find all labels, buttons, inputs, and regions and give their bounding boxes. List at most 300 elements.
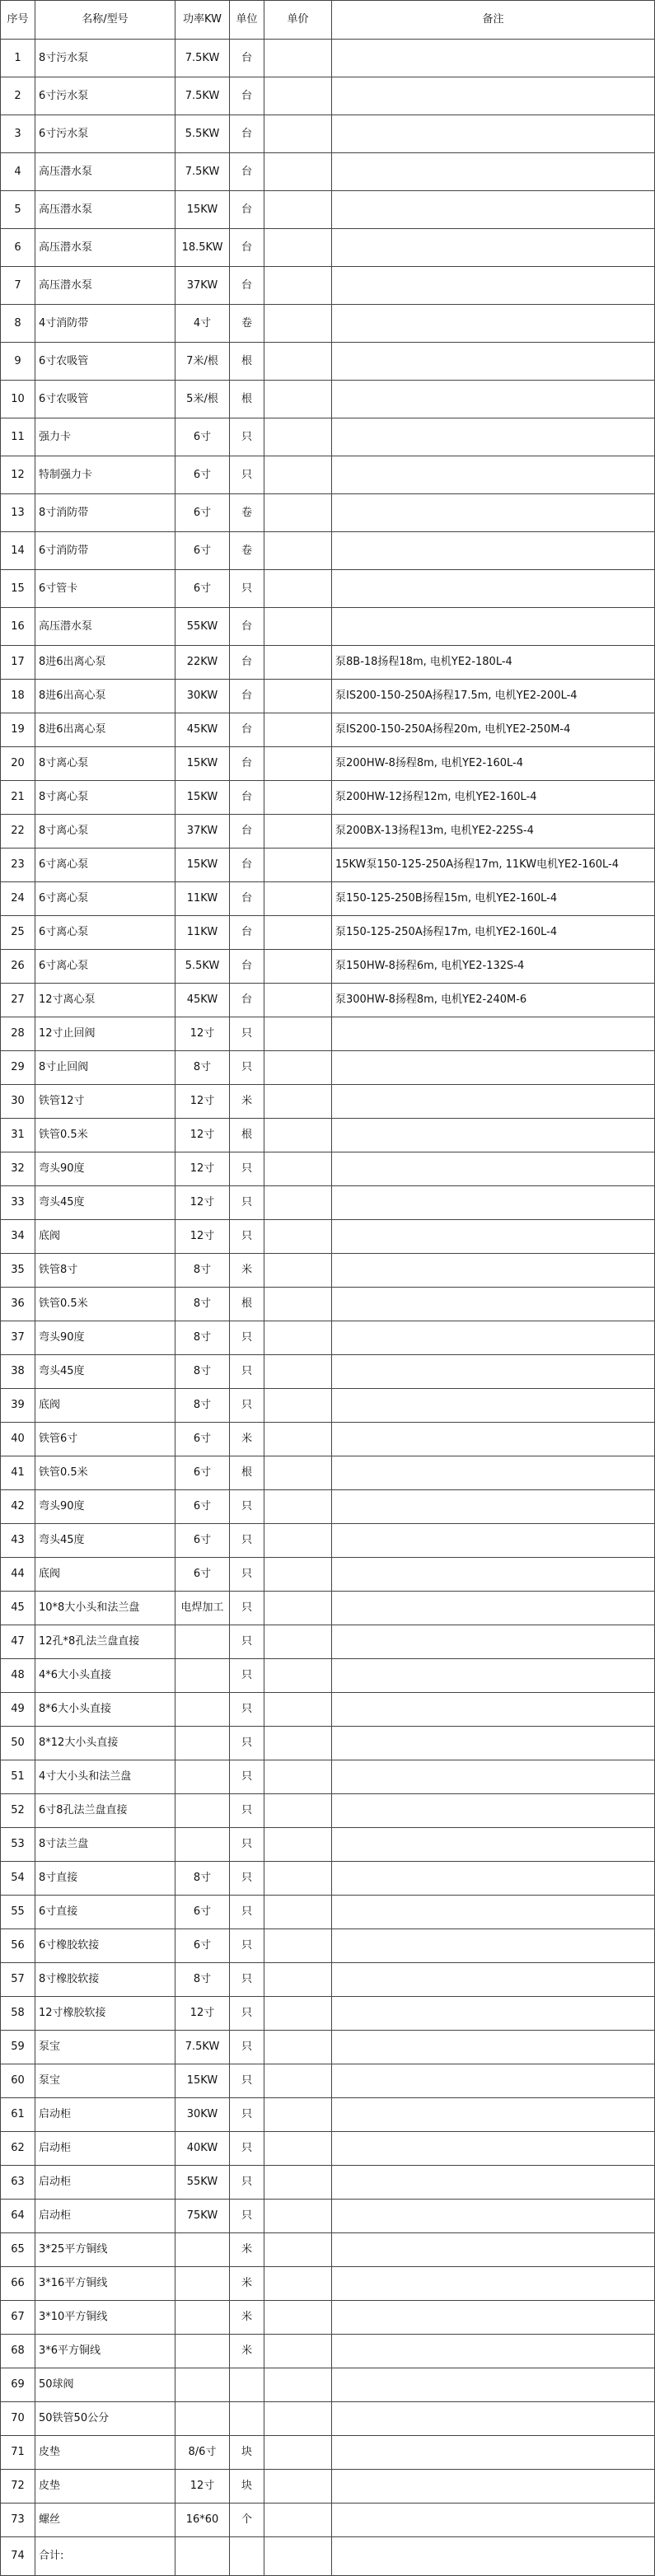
cell-no[interactable]: 15: [1, 570, 35, 608]
cell-price[interactable]: [264, 2368, 332, 2402]
cell-name[interactable]: 特制强力卡: [35, 456, 175, 494]
cell-name[interactable]: 6寸农吸管: [35, 343, 175, 381]
cell-name[interactable]: 6寸8孔法兰盘直接: [35, 1794, 175, 1828]
cell-price[interactable]: [264, 2335, 332, 2368]
cell-no[interactable]: 47: [1, 1625, 35, 1659]
cell-unit[interactable]: 台: [230, 849, 264, 882]
cell-unit[interactable]: 卷: [230, 532, 264, 570]
cell-power[interactable]: 7.5KW: [175, 40, 230, 77]
cell-unit[interactable]: 台: [230, 77, 264, 115]
cell-price[interactable]: [264, 191, 332, 229]
cell-note[interactable]: [332, 229, 655, 267]
cell-power[interactable]: 6寸: [175, 1558, 230, 1592]
cell-note[interactable]: [332, 1659, 655, 1693]
cell-name[interactable]: 6寸污水泵: [35, 115, 175, 153]
cell-name[interactable]: 底阀: [35, 1220, 175, 1254]
cell-price[interactable]: [264, 418, 332, 456]
cell-unit[interactable]: 块: [230, 2436, 264, 2470]
cell-power[interactable]: 30KW: [175, 680, 230, 713]
cell-price[interactable]: [264, 2267, 332, 2301]
cell-unit[interactable]: 台: [230, 747, 264, 781]
cell-note[interactable]: [332, 1220, 655, 1254]
cell-no[interactable]: 73: [1, 2504, 35, 2537]
cell-name[interactable]: 弯头45度: [35, 1355, 175, 1389]
cell-note[interactable]: [332, 2132, 655, 2166]
cell-unit[interactable]: 台: [230, 267, 264, 305]
cell-price[interactable]: [264, 1659, 332, 1693]
cell-name[interactable]: 6寸橡胶软接: [35, 1929, 175, 1963]
cell-price[interactable]: [264, 1389, 332, 1423]
cell-power[interactable]: 7米/根: [175, 343, 230, 381]
cell-name[interactable]: 底阀: [35, 1389, 175, 1423]
cell-name[interactable]: 6寸离心泵: [35, 916, 175, 950]
cell-power[interactable]: 6寸: [175, 1929, 230, 1963]
cell-power[interactable]: 4寸: [175, 305, 230, 343]
cell-unit[interactable]: 只: [230, 1220, 264, 1254]
cell-price[interactable]: [264, 1896, 332, 1929]
cell-unit[interactable]: 只: [230, 1625, 264, 1659]
cell-price[interactable]: [264, 1456, 332, 1490]
cell-power[interactable]: 55KW: [175, 2166, 230, 2200]
cell-unit[interactable]: 台: [230, 950, 264, 984]
cell-power[interactable]: 11KW: [175, 916, 230, 950]
cell-note[interactable]: [332, 115, 655, 153]
cell-unit[interactable]: 只: [230, 1828, 264, 1862]
cell-no[interactable]: 44: [1, 1558, 35, 1592]
cell-price[interactable]: [264, 1828, 332, 1862]
cell-note[interactable]: [332, 1592, 655, 1625]
cell-power[interactable]: 6寸: [175, 494, 230, 532]
cell-price[interactable]: [264, 680, 332, 713]
cell-power[interactable]: 6寸: [175, 1896, 230, 1929]
cell-unit[interactable]: 只: [230, 1794, 264, 1828]
cell-name[interactable]: 铁管8寸: [35, 1254, 175, 1288]
cell-note[interactable]: 泵200BX-13扬程13m, 电机YE2-225S-4: [332, 815, 655, 849]
cell-unit[interactable]: 根: [230, 343, 264, 381]
cell-power[interactable]: 8寸: [175, 1321, 230, 1355]
cell-name[interactable]: 6寸离心泵: [35, 882, 175, 916]
cell-no[interactable]: 20: [1, 747, 35, 781]
cell-power[interactable]: 6寸: [175, 418, 230, 456]
cell-no[interactable]: 3: [1, 115, 35, 153]
cell-power[interactable]: 12寸: [175, 1997, 230, 2031]
cell-note[interactable]: [332, 1321, 655, 1355]
cell-no[interactable]: 63: [1, 2166, 35, 2200]
cell-unit[interactable]: 块: [230, 2470, 264, 2504]
cell-note[interactable]: [332, 305, 655, 343]
cell-unit[interactable]: 只: [230, 2031, 264, 2064]
cell-no[interactable]: 38: [1, 1355, 35, 1389]
cell-price[interactable]: [264, 1794, 332, 1828]
cell-no[interactable]: 66: [1, 2267, 35, 2301]
cell-name[interactable]: 6寸离心泵: [35, 849, 175, 882]
cell-note[interactable]: [332, 1828, 655, 1862]
cell-unit[interactable]: 台: [230, 153, 264, 191]
cell-power[interactable]: 12寸: [175, 1085, 230, 1119]
cell-name[interactable]: 8寸离心泵: [35, 781, 175, 815]
cell-price[interactable]: [264, 1119, 332, 1152]
cell-note[interactable]: [332, 2098, 655, 2132]
cell-name[interactable]: 6寸离心泵: [35, 950, 175, 984]
cell-price[interactable]: [264, 1862, 332, 1896]
cell-power[interactable]: 6寸: [175, 570, 230, 608]
cell-unit[interactable]: 只: [230, 1963, 264, 1997]
cell-price[interactable]: [264, 608, 332, 646]
cell-price[interactable]: [264, 2233, 332, 2267]
cell-no[interactable]: 54: [1, 1862, 35, 1896]
cell-no[interactable]: 49: [1, 1693, 35, 1727]
cell-unit[interactable]: 只: [230, 1997, 264, 2031]
cell-unit[interactable]: 只: [230, 1727, 264, 1760]
cell-no[interactable]: 43: [1, 1524, 35, 1558]
cell-note[interactable]: 泵150-125-250B扬程15m, 电机YE2-160L-4: [332, 882, 655, 916]
cell-price[interactable]: [264, 950, 332, 984]
cell-note[interactable]: [332, 1862, 655, 1896]
cell-name[interactable]: 强力卡: [35, 418, 175, 456]
cell-power[interactable]: 6寸: [175, 532, 230, 570]
cell-note[interactable]: [332, 2200, 655, 2233]
cell-name[interactable]: 8寸止回阀: [35, 1051, 175, 1085]
cell-power[interactable]: 22KW: [175, 646, 230, 680]
cell-no[interactable]: 19: [1, 713, 35, 747]
cell-name[interactable]: 6寸直接: [35, 1896, 175, 1929]
cell-note[interactable]: 泵150-125-250A扬程17m, 电机YE2-160L-4: [332, 916, 655, 950]
cell-price[interactable]: [264, 2166, 332, 2200]
cell-note[interactable]: [332, 1389, 655, 1423]
cell-no[interactable]: 14: [1, 532, 35, 570]
cell-power[interactable]: 5.5KW: [175, 115, 230, 153]
cell-unit[interactable]: 台: [230, 646, 264, 680]
cell-unit[interactable]: 只: [230, 1929, 264, 1963]
cell-unit[interactable]: 只: [230, 1659, 264, 1693]
cell-unit[interactable]: 台: [230, 229, 264, 267]
cell-note[interactable]: [332, 494, 655, 532]
cell-power[interactable]: 8寸: [175, 1254, 230, 1288]
cell-note[interactable]: [332, 1017, 655, 1051]
header-power[interactable]: 功率KW: [175, 1, 230, 40]
cell-no[interactable]: 62: [1, 2132, 35, 2166]
cell-power[interactable]: [175, 1625, 230, 1659]
cell-price[interactable]: [264, 1490, 332, 1524]
cell-price[interactable]: [264, 305, 332, 343]
cell-no[interactable]: 11: [1, 418, 35, 456]
cell-power[interactable]: 15KW: [175, 2064, 230, 2098]
cell-power[interactable]: 37KW: [175, 267, 230, 305]
cell-no[interactable]: 35: [1, 1254, 35, 1288]
cell-no[interactable]: 17: [1, 646, 35, 680]
cell-power[interactable]: 6寸: [175, 456, 230, 494]
cell-unit[interactable]: 台: [230, 984, 264, 1017]
cell-name[interactable]: 皮垫: [35, 2470, 175, 2504]
cell-name[interactable]: 铁管0.5米: [35, 1119, 175, 1152]
cell-no[interactable]: 18: [1, 680, 35, 713]
cell-price[interactable]: [264, 1220, 332, 1254]
cell-name[interactable]: 12寸止回阀: [35, 1017, 175, 1051]
cell-note[interactable]: [332, 1152, 655, 1186]
cell-no[interactable]: 23: [1, 849, 35, 882]
cell-price[interactable]: [264, 849, 332, 882]
cell-no[interactable]: 27: [1, 984, 35, 1017]
cell-note[interactable]: [332, 1186, 655, 1220]
cell-unit[interactable]: 只: [230, 1558, 264, 1592]
cell-unit[interactable]: 只: [230, 1592, 264, 1625]
cell-unit[interactable]: [230, 2368, 264, 2402]
cell-no[interactable]: 12: [1, 456, 35, 494]
cell-name[interactable]: 泵宝: [35, 2031, 175, 2064]
cell-no[interactable]: 59: [1, 2031, 35, 2064]
cell-no[interactable]: 55: [1, 1896, 35, 1929]
cell-unit[interactable]: 个: [230, 2504, 264, 2537]
cell-name[interactable]: 皮垫: [35, 2436, 175, 2470]
cell-price[interactable]: [264, 1524, 332, 1558]
cell-note[interactable]: [332, 2301, 655, 2335]
cell-price[interactable]: [264, 747, 332, 781]
cell-price[interactable]: [264, 882, 332, 916]
cell-price[interactable]: [264, 984, 332, 1017]
cell-no[interactable]: 45: [1, 1592, 35, 1625]
cell-name[interactable]: 弯头45度: [35, 1524, 175, 1558]
cell-power[interactable]: 6寸: [175, 1423, 230, 1456]
cell-unit[interactable]: 只: [230, 1389, 264, 1423]
cell-name[interactable]: 启动柜: [35, 2166, 175, 2200]
cell-name[interactable]: 8*12大小头直接: [35, 1727, 175, 1760]
cell-price[interactable]: [264, 1254, 332, 1288]
cell-unit[interactable]: 台: [230, 713, 264, 747]
cell-name[interactable]: 12寸离心泵: [35, 984, 175, 1017]
cell-name[interactable]: 铁管12寸: [35, 1085, 175, 1119]
cell-no[interactable]: 68: [1, 2335, 35, 2368]
cell-no[interactable]: 22: [1, 815, 35, 849]
cell-note[interactable]: [332, 1119, 655, 1152]
cell-power[interactable]: 8寸: [175, 1288, 230, 1321]
cell-name[interactable]: 6寸管卡: [35, 570, 175, 608]
cell-unit[interactable]: 只: [230, 418, 264, 456]
cell-unit[interactable]: 只: [230, 1490, 264, 1524]
cell-no[interactable]: 69: [1, 2368, 35, 2402]
cell-no[interactable]: 37: [1, 1321, 35, 1355]
cell-price[interactable]: [264, 2098, 332, 2132]
cell-price[interactable]: [264, 1186, 332, 1220]
cell-no[interactable]: 2: [1, 77, 35, 115]
cell-note[interactable]: [332, 2368, 655, 2402]
cell-power[interactable]: 30KW: [175, 2098, 230, 2132]
header-price[interactable]: 单价: [264, 1, 332, 40]
cell-unit[interactable]: 只: [230, 456, 264, 494]
cell-price[interactable]: [264, 815, 332, 849]
cell-power[interactable]: [175, 1828, 230, 1862]
cell-power[interactable]: 5.5KW: [175, 950, 230, 984]
cell-price[interactable]: [264, 153, 332, 191]
cell-power[interactable]: 12寸: [175, 2470, 230, 2504]
cell-name[interactable]: 12孔*8孔法兰盘直接: [35, 1625, 175, 1659]
cell-unit[interactable]: 台: [230, 115, 264, 153]
cell-note[interactable]: [332, 532, 655, 570]
cell-name[interactable]: 螺丝: [35, 2504, 175, 2537]
cell-note[interactable]: [332, 2436, 655, 2470]
cell-power[interactable]: [175, 1794, 230, 1828]
cell-price[interactable]: [264, 1760, 332, 1794]
cell-power[interactable]: 电焊加工: [175, 1592, 230, 1625]
cell-power[interactable]: [175, 1727, 230, 1760]
cell-name[interactable]: 高压潜水泵: [35, 191, 175, 229]
cell-price[interactable]: [264, 713, 332, 747]
cell-unit[interactable]: 台: [230, 608, 264, 646]
cell-name[interactable]: 3*25平方铜线: [35, 2233, 175, 2267]
cell-price[interactable]: [264, 2200, 332, 2233]
cell-power[interactable]: 12寸: [175, 1220, 230, 1254]
cell-name[interactable]: 50铁管50公分: [35, 2402, 175, 2436]
cell-name[interactable]: 8*6大小头直接: [35, 1693, 175, 1727]
cell-name[interactable]: 12寸橡胶软接: [35, 1997, 175, 2031]
cell-note[interactable]: [332, 77, 655, 115]
cell-name[interactable]: 高压潜水泵: [35, 153, 175, 191]
cell-name[interactable]: 启动柜: [35, 2132, 175, 2166]
cell-price[interactable]: [264, 2064, 332, 2098]
cell-price[interactable]: [264, 1693, 332, 1727]
cell-unit[interactable]: 只: [230, 1321, 264, 1355]
total-row-no[interactable]: 74: [1, 2537, 35, 2576]
cell-no[interactable]: 61: [1, 2098, 35, 2132]
cell-note[interactable]: [332, 153, 655, 191]
cell-no[interactable]: 5: [1, 191, 35, 229]
cell-price[interactable]: [264, 1321, 332, 1355]
cell-note[interactable]: [332, 1794, 655, 1828]
cell-unit[interactable]: 只: [230, 1186, 264, 1220]
cell-no[interactable]: 52: [1, 1794, 35, 1828]
cell-note[interactable]: [332, 1254, 655, 1288]
cell-price[interactable]: [264, 2504, 332, 2537]
cell-name[interactable]: 8寸橡胶软接: [35, 1963, 175, 1997]
cell-price[interactable]: [264, 2031, 332, 2064]
cell-price[interactable]: [264, 1152, 332, 1186]
cell-name[interactable]: 8进6出离心泵: [35, 713, 175, 747]
cell-unit[interactable]: 只: [230, 1355, 264, 1389]
cell-no[interactable]: 57: [1, 1963, 35, 1997]
cell-note[interactable]: [332, 1727, 655, 1760]
cell-unit[interactable]: [230, 2402, 264, 2436]
cell-no[interactable]: 28: [1, 1017, 35, 1051]
cell-power[interactable]: 75KW: [175, 2200, 230, 2233]
cell-name[interactable]: 8寸污水泵: [35, 40, 175, 77]
cell-power[interactable]: 45KW: [175, 713, 230, 747]
cell-note[interactable]: [332, 1997, 655, 2031]
cell-note[interactable]: [332, 1524, 655, 1558]
cell-no[interactable]: 6: [1, 229, 35, 267]
cell-note[interactable]: [332, 1051, 655, 1085]
total-note-cell[interactable]: [332, 2537, 655, 2576]
cell-power[interactable]: 15KW: [175, 781, 230, 815]
cell-no[interactable]: 25: [1, 916, 35, 950]
cell-power[interactable]: 55KW: [175, 608, 230, 646]
cell-price[interactable]: [264, 494, 332, 532]
cell-no[interactable]: 29: [1, 1051, 35, 1085]
cell-note[interactable]: [332, 456, 655, 494]
cell-note[interactable]: [332, 608, 655, 646]
cell-no[interactable]: 48: [1, 1659, 35, 1693]
cell-no[interactable]: 16: [1, 608, 35, 646]
cell-name[interactable]: 6寸污水泵: [35, 77, 175, 115]
cell-price[interactable]: [264, 570, 332, 608]
cell-power[interactable]: 7.5KW: [175, 77, 230, 115]
cell-no[interactable]: 50: [1, 1727, 35, 1760]
cell-name[interactable]: 8寸消防带: [35, 494, 175, 532]
cell-name[interactable]: 4寸消防带: [35, 305, 175, 343]
cell-price[interactable]: [264, 2301, 332, 2335]
cell-power[interactable]: 37KW: [175, 815, 230, 849]
cell-note[interactable]: [332, 40, 655, 77]
cell-price[interactable]: [264, 646, 332, 680]
cell-power[interactable]: 5米/根: [175, 381, 230, 418]
cell-price[interactable]: [264, 2470, 332, 2504]
cell-power[interactable]: 8寸: [175, 1389, 230, 1423]
cell-name[interactable]: 8寸离心泵: [35, 815, 175, 849]
cell-power[interactable]: 45KW: [175, 984, 230, 1017]
cell-unit[interactable]: 只: [230, 1017, 264, 1051]
cell-no[interactable]: 21: [1, 781, 35, 815]
cell-price[interactable]: [264, 916, 332, 950]
cell-note[interactable]: [332, 1760, 655, 1794]
cell-price[interactable]: [264, 1558, 332, 1592]
cell-name[interactable]: 8寸法兰盘: [35, 1828, 175, 1862]
cell-name[interactable]: 铁管0.5米: [35, 1288, 175, 1321]
cell-note[interactable]: [332, 2504, 655, 2537]
cell-power[interactable]: 8寸: [175, 1963, 230, 1997]
cell-no[interactable]: 39: [1, 1389, 35, 1423]
header-no[interactable]: 序号: [1, 1, 35, 40]
total-label[interactable]: 合计:: [35, 2537, 175, 2576]
cell-unit[interactable]: 米: [230, 1254, 264, 1288]
cell-note[interactable]: [332, 1085, 655, 1119]
cell-note[interactable]: [332, 2031, 655, 2064]
cell-note[interactable]: 泵150HW-8扬程6m, 电机YE2-132S-4: [332, 950, 655, 984]
cell-name[interactable]: 50球阀: [35, 2368, 175, 2402]
cell-no[interactable]: 32: [1, 1152, 35, 1186]
cell-note[interactable]: [332, 381, 655, 418]
cell-power[interactable]: 6寸: [175, 1456, 230, 1490]
cell-no[interactable]: 1: [1, 40, 35, 77]
cell-unit[interactable]: 台: [230, 680, 264, 713]
cell-name[interactable]: 铁管6寸: [35, 1423, 175, 1456]
cell-unit[interactable]: 只: [230, 1862, 264, 1896]
cell-price[interactable]: [264, 1423, 332, 1456]
cell-price[interactable]: [264, 40, 332, 77]
cell-no[interactable]: 72: [1, 2470, 35, 2504]
cell-no[interactable]: 71: [1, 2436, 35, 2470]
cell-name[interactable]: 6寸消防带: [35, 532, 175, 570]
cell-unit[interactable]: 只: [230, 2132, 264, 2166]
cell-power[interactable]: [175, 2301, 230, 2335]
cell-no[interactable]: 70: [1, 2402, 35, 2436]
cell-power[interactable]: 12寸: [175, 1186, 230, 1220]
cell-unit[interactable]: 台: [230, 815, 264, 849]
cell-note[interactable]: [332, 2064, 655, 2098]
cell-price[interactable]: [264, 2132, 332, 2166]
cell-no[interactable]: 9: [1, 343, 35, 381]
cell-unit[interactable]: 只: [230, 2064, 264, 2098]
cell-unit[interactable]: 只: [230, 1760, 264, 1794]
cell-price[interactable]: [264, 381, 332, 418]
cell-price[interactable]: [264, 1051, 332, 1085]
cell-power[interactable]: 7.5KW: [175, 153, 230, 191]
cell-power[interactable]: 6寸: [175, 1524, 230, 1558]
cell-power[interactable]: [175, 2233, 230, 2267]
cell-note[interactable]: 泵IS200-150-250A扬程20m, 电机YE2-250M-4: [332, 713, 655, 747]
cell-unit[interactable]: 台: [230, 882, 264, 916]
cell-power[interactable]: 40KW: [175, 2132, 230, 2166]
cell-note[interactable]: [332, 1423, 655, 1456]
cell-unit[interactable]: 卷: [230, 494, 264, 532]
header-note[interactable]: 备注: [332, 1, 655, 40]
